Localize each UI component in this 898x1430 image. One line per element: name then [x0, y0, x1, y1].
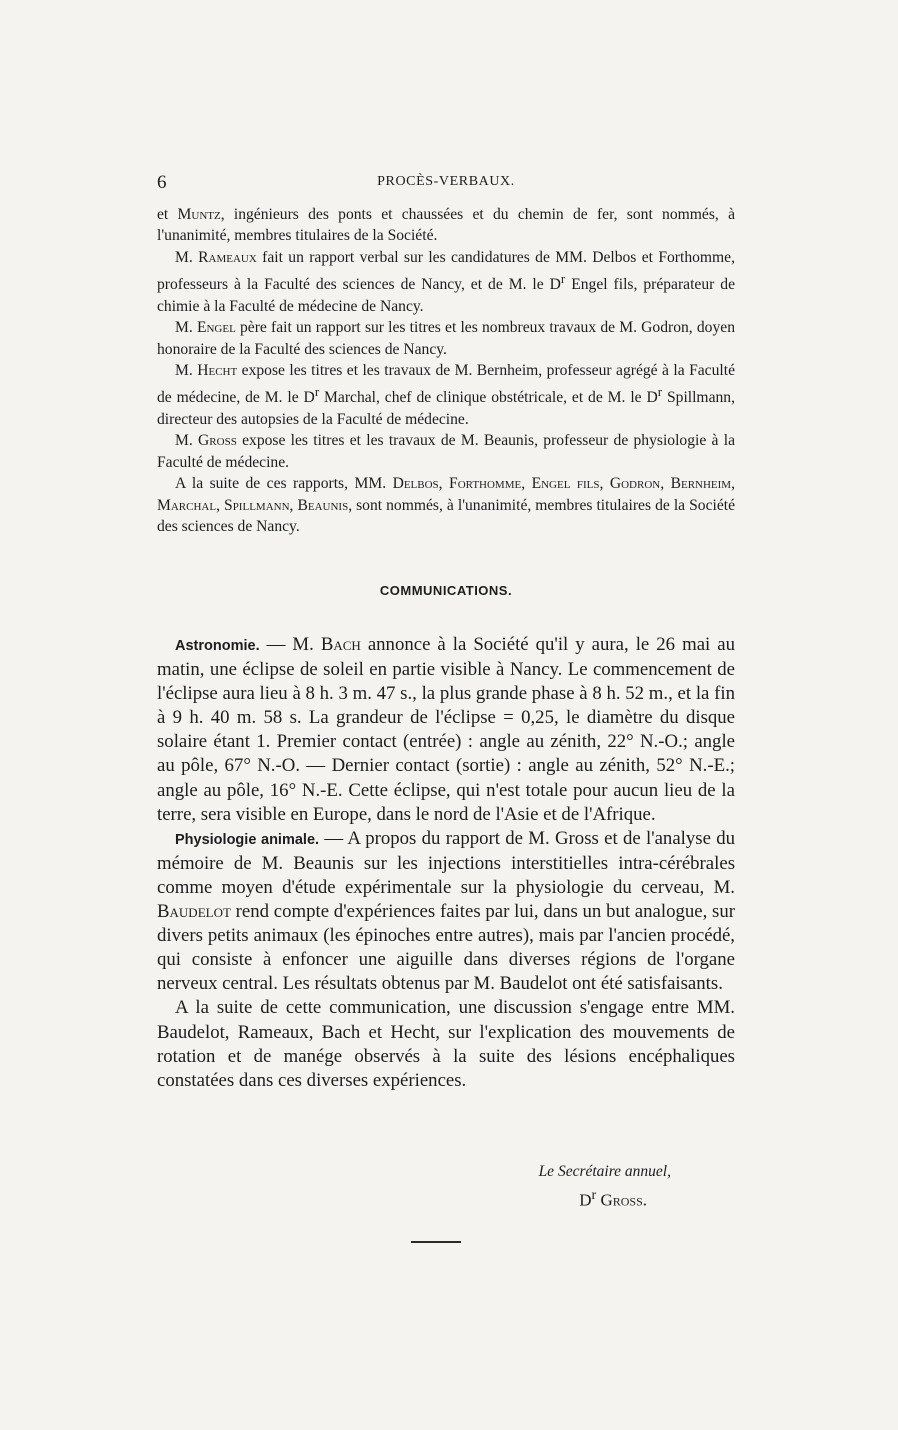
paragraph-muntz: et Muntz, ingénieurs des ponts et chaussées et du chemin de fer, sont nommés, à l'unanimité, membres titulaires de la Société.	[157, 206, 735, 245]
paragraph-engel-report: M. Engel père fait un rapport sur les titres et les nombreux travaux de M. Godron, doyen honoraire de la Faculté des sciences de Nancy.	[157, 319, 735, 358]
paragraph-gross-report: M. Gross expose les titres et les travaux de M. Beaunis, professeur de physiologie à la Faculté de médecine.	[157, 432, 735, 471]
paragraph-rameaux-report: M. Rameaux fait un rapport verbal sur les candidatures de MM. Delbos et Forthomme, professeurs à la Faculté des sciences de Nancy, et de M. le $D^r$ Engel fils, préparateur de chimie à la Faculté de médecine de Nancy.	[157, 248, 735, 315]
paragraph-physiologie: Physiologie animale. — A propos du rapport de M. Gross et de l'analyse du mémoire de M. Beaunis sur les injections interstitielles intra-cérébrales comme moyen d'étude expérimentale sur la physiologie du cerveau, M. Baudelot rend compte d'expériences faites par lui, dans un but analogue, sur divers petits animaux (les épinoches entre autres), mais par l'ancien procédé, qui consiste à enfoncer une aiguille dans diverses régions de l'organe nerveux central. Les résultats obtenus par M. Baudelot ont été satisfaisants.	[157, 827, 735, 995]
signature-name: $D^r$ Gross.	[579, 1187, 647, 1210]
rubric-physiologie: Physiologie animale.	[175, 831, 320, 848]
rubric-astronomie: Astronomie.	[175, 638, 260, 654]
running-head: PROCÈS-VERBAUX.	[377, 174, 515, 189]
communications-block	[157, 633, 735, 1093]
page-number: 6	[157, 172, 167, 193]
paragraph-astronomie: Astronomie. — M. Bach annonce à la Société qu'il y aura, le 26 mai au matin, une éclipse de soleil en partie visible à Nancy. Le commencement de l'éclipse aura lieu à 8 h. 3 m. 47 s., la plus grande phase à 8 h. 52 m., et la fin à 9 h. 40 m. 58 s. La grandeur de l'éclipse = 0,25, le diamètre du disque solaire étant 1. Premier contact (entrée) : angle au zénith, 22° N.-O.; angle au pôle, 67° N.-O. — Dernier contact (sortie) : angle au zénith, 52° N.-E.; angle au pôle, 16° N.-E. Cette éclipse, qui n'est totale pour aucun lieu de la terre, sera visible en Europe, dans le nord de l'Asie et de l'Afrique.	[157, 634, 735, 825]
end-rule	[411, 1241, 461, 1243]
minutes-block	[157, 204, 735, 537]
paragraph-nominations: A la suite de ces rapports, MM. Delbos, Forthomme, Engel fils, Godron, Bernheim, Marchal, Spillmann, Beaunis, sont nommés, à l'unanimité, membres titulaires de la Société des sciences de Nancy.	[157, 475, 735, 536]
section-heading-communications: COMMUNICATIONS.	[379, 583, 513, 598]
paragraph-discussion: A la suite de cette communication, une discussion s'engage entre MM. Baudelot, Rameaux, Bach et Hecht, sur l'explication des mouvements de rotation et de manége observés à la suite des lésions encéphaliques constatées dans ces diverses expériences.	[157, 997, 735, 1091]
page-header	[157, 172, 735, 194]
paragraph-hecht-report: M. Hecht expose les titres et les travaux de M. Bernheim, professeur agrégé à la Faculté de médecine, de M. le $D^r$ Marchal, chef de clinique obstétricale, et de M. le $D^r$ Spillmann, directeur des autopsies de la Faculté de médecine.	[157, 362, 735, 429]
signature-role: Le Secrétaire annuel,	[538, 1163, 671, 1180]
